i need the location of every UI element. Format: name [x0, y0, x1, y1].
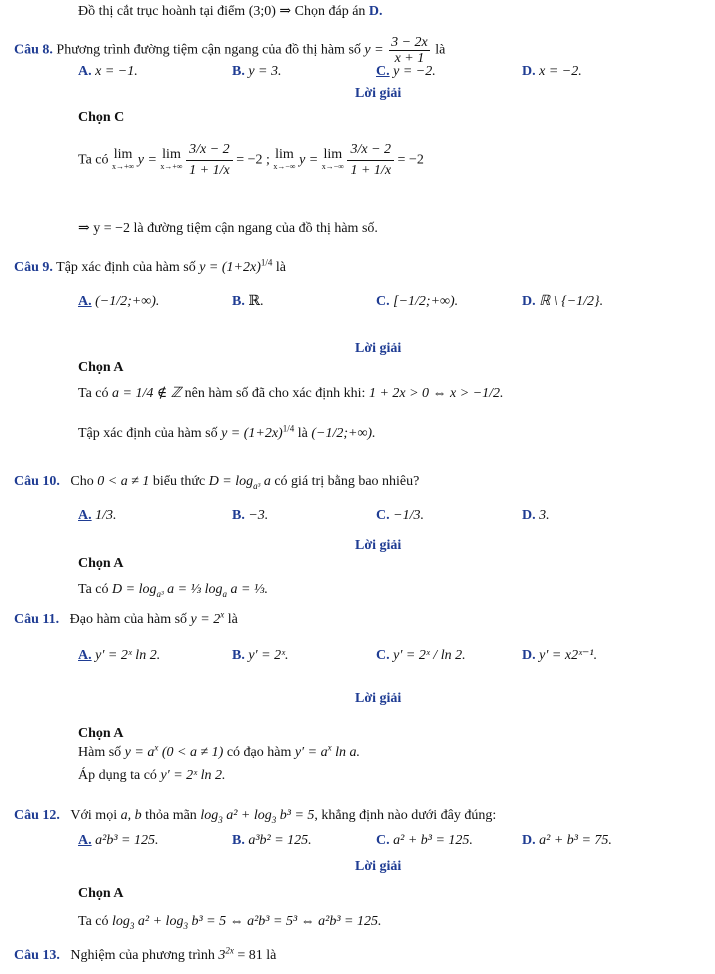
q8-solution-title: Lời giải: [355, 86, 402, 101]
q10-option-b[interactable]: B. −3.: [232, 508, 269, 523]
question-11: Câu 11. Đạo hàm của hàm số $y = 2^x$ là: [14, 609, 238, 627]
q11-option-b[interactable]: B. y′ = 2ˣ.: [232, 648, 289, 663]
question-function: y =: [364, 42, 384, 58]
question-9: Câu 9. Tập xác định của hàm số $y = (1+2x)^{1/4}$ là: [14, 257, 286, 275]
question-10: Câu 10. Cho 0 < a ≠ 1 biểu thức $D = \log_{a^3} a$ có giá trị bằng bao nhiêu?: [14, 474, 420, 491]
intro-point: (3;0): [248, 4, 276, 19]
q8-limit-line: Ta có lim x→+∞ y = lim x→+∞ $\frac{3/x - 2}{1 + 1/x}$ = −2 ; lim x→−∞ y = lim x→−∞ $\frac{3/x - 2}{1 + 1/x}$ = −2: [78, 140, 424, 181]
intro-answer: D.: [368, 4, 383, 19]
question-label: Câu 13.: [14, 948, 60, 963]
q11-solution-line-2: Áp dụng ta có y′ = 2ˣ ln 2.: [78, 768, 226, 783]
q9-option-c[interactable]: C. [−1/2;+∞).: [376, 294, 459, 309]
question-label: Câu 10.: [14, 474, 60, 489]
q11-option-d[interactable]: D. y′ = x2ˣ⁻¹.: [522, 648, 598, 663]
intro-choose: Chọn đáp án: [294, 4, 366, 19]
limit-plus-inf: lim x→+∞: [112, 146, 135, 171]
q9-option-a[interactable]: A. (−1/2;+∞).: [78, 294, 160, 309]
q9-solution-line-2: Tập xác định của hàm số $y = (1+2x)^{1/4}$ là (−1/2;+∞).: [78, 423, 376, 441]
limit-plus-inf-2: lim x→+∞: [160, 146, 183, 171]
q8-conclusion: ⇒ y = −2 là đường tiệm cận ngang của đồ thị hàm số.: [78, 221, 378, 236]
question-label: Câu 11.: [14, 612, 60, 627]
q9-solution-title: Lời giải: [355, 341, 402, 356]
q11-option-a[interactable]: A. y′ = 2ˣ ln 2.: [78, 648, 161, 663]
q11-solution-title: Lời giải: [355, 691, 402, 706]
q9-option-d[interactable]: D. ℝ \ {−1/2}.: [522, 294, 604, 309]
intro-line: [78, 4, 383, 20]
q12-solution-title: Lời giải: [355, 859, 402, 874]
limit-fraction-1: $\frac{3/x - 2}{1 + 1/x}$: [186, 140, 233, 181]
q8-option-d[interactable]: D. x = −2.: [522, 64, 582, 79]
question-label: Câu 12.: [14, 808, 60, 823]
q8-option-a[interactable]: A. x = −1.: [78, 64, 138, 79]
limit-fraction-2: $\frac{3/x - 2}{1 + 1/x}$: [347, 140, 394, 181]
question-12: Câu 12. Với mọi a, b thỏa mãn $\log_3 a^2 + \log_3 b^3 = 5$, khẳng định nào dưới đây đúng:: [14, 808, 497, 825]
q9-option-b[interactable]: B. ℝ.: [232, 294, 264, 309]
q8-option-b[interactable]: B. y = 3.: [232, 64, 282, 79]
q10-option-c[interactable]: C. −1/3.: [376, 508, 424, 523]
q11-solution-line-1: Hàm số $y = a^x$ (0 < a ≠ 1) có đạo hàm $y' = a^x$ ln a.: [78, 742, 360, 760]
q10-solution-line: Ta có $D = \log_{a^3} a$ = ⅓ $\log_a a$ = ⅓.: [78, 582, 268, 599]
q12-choose: Chọn A: [78, 886, 124, 901]
question-text: Phương trình đường tiệm cận ngang của đồ thị hàm số: [56, 42, 361, 58]
q10-option-a[interactable]: A. 1/3.: [78, 508, 117, 523]
limit-minus-inf: lim x→−∞: [273, 146, 296, 171]
q12-solution-line: Ta có $\log_3 a^2 + \log_3 b^3 = 5$ ⇔ a²b³ = 5³ ⇔ a²b³ = 125.: [78, 914, 382, 931]
q11-choose: Chọn A: [78, 726, 124, 741]
q8-option-c[interactable]: C. y = −2.: [376, 64, 436, 79]
q12-option-a[interactable]: A. a²b³ = 125.: [78, 833, 159, 848]
q9-solution-line-1: Ta có a = 1/4 ∉ ℤ nên hàm số đã cho xác định khi: 1 + 2x > 0 ⇔ x > −1/2.: [78, 386, 504, 401]
q12-option-b[interactable]: B. a³b² = 125.: [232, 833, 312, 848]
q10-solution-title: Lời giải: [355, 538, 402, 553]
intro-text: Đồ thị cắt trục hoành tại điểm: [78, 4, 246, 19]
q9-choose: Chọn A: [78, 360, 124, 375]
q11-option-c[interactable]: C. y′ = 2ˣ / ln 2.: [376, 648, 466, 663]
q12-option-c[interactable]: C. a² + b³ = 125.: [376, 833, 473, 848]
intro-arrow: ⇒: [279, 4, 292, 19]
q10-choose: Chọn A: [78, 556, 124, 571]
q8-choose: Chọn C: [78, 110, 125, 125]
question-label: Câu 9.: [14, 260, 53, 275]
question-function: y = (1+2x): [199, 260, 261, 275]
q12-option-d[interactable]: D. a² + b³ = 75.: [522, 833, 612, 848]
function-fraction: $\frac{3 - 2x}{x + 1}$: [391, 35, 428, 66]
question-label: Câu 8.: [14, 42, 53, 58]
question-8: Câu 8. Phương trình đường tiệm cận ngang của đồ thị hàm số y = $\frac{3 - 2x}{x + 1}$ là: [14, 35, 446, 66]
question-13: Câu 13. Nghiệm của phương trình $3^{2x} = 81$ là: [14, 945, 277, 963]
limit-minus-inf-2: lim x→−∞: [321, 146, 344, 171]
q10-option-d[interactable]: D. 3.: [522, 508, 550, 523]
